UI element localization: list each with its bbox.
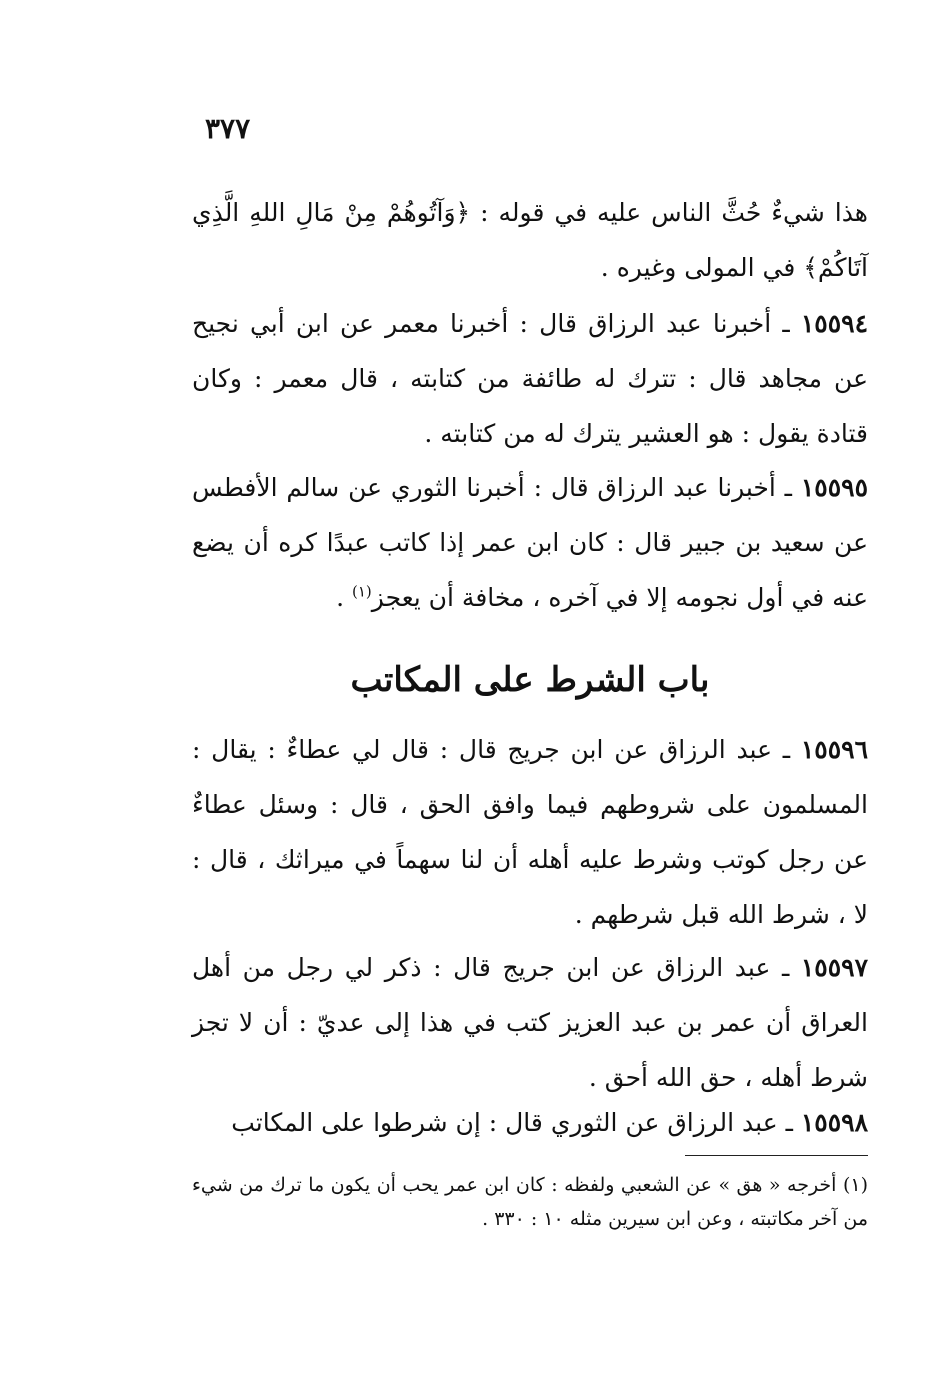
paragraph-text: ـ عبد الرزاق عن ابن جريج قال : ذكر لي رجل من أهل العراق أن عمر بن عبد العزيز كتب في هذا إلى عديّ : أن لا تجز شرط أهله ، حق الله أحق . bbox=[192, 953, 868, 1092]
hadith-number: ١٥٥٩٥ bbox=[800, 473, 868, 502]
paragraph-text: ـ عبد الرزاق عن ابن جريج قال : قال لي عطاءٌ : يقال : المسلمون على شروطهم فيما وافق الحق ، قال : وسئل عطاءٌ عن رجل كوتب وشرط عليه أهله أن لنا سهماً في ميراثك ، قال : لا ، شرط الله قبل شرطهم . bbox=[192, 735, 868, 929]
paragraph-15598 bbox=[192, 1095, 868, 1150]
paragraph-15597 bbox=[192, 940, 868, 1105]
paragraph-text: ـ أخبرنا عبد الرزاق قال : أخبرنا معمر عن ابن أبي نجيح عن مجاهد قال : تترك له طائفة من كتابته ، قال معمر : وكان قتادة يقول : هو العشير يترك له من كتابته . bbox=[192, 309, 868, 448]
paragraph-intro bbox=[192, 185, 868, 295]
paragraph-text: هذا شيءٌ حُثَّ الناس عليه في قوله : ﴿وَآتُوهُمْ مِنْ مَالِ اللهِ الَّذِي آتَاكُمْ﴾ في المولى وغيره . bbox=[192, 198, 868, 282]
page-number: ٣٧٧ bbox=[205, 112, 251, 145]
hadith-number: ١٥٥٩٨ bbox=[800, 1108, 868, 1137]
paragraph-tail: . bbox=[336, 583, 352, 612]
footnote-marker: (١) bbox=[352, 582, 372, 601]
hadith-number: ١٥٥٩٦ bbox=[800, 735, 868, 764]
hadith-number: ١٥٥٩٤ bbox=[800, 309, 868, 338]
paragraph-text: ـ عبد الرزاق عن الثوري قال : إن شرطوا على المكاتب bbox=[231, 1108, 801, 1137]
paragraph-text: ـ أخبرنا عبد الرزاق قال : أخبرنا الثوري عن سالم الأفطس عن سعيد بن جبير قال : كان ابن عمر إذا كاتب عبدًا كره أن يضع عنه في أول نجومه إلا في آخره ، مخافة أن يعجز bbox=[192, 473, 868, 612]
paragraph-15596 bbox=[192, 722, 868, 942]
paragraph-15595 bbox=[192, 460, 868, 625]
footnote: (١) أخرجه « هق » عن الشعبي ولفظه : كان ابن عمر يحب أن يكون ما ترك من شيء من آخر مكاتبته ، وعن ابن سيرين مثله ١٠ : ٣٣٠ . bbox=[192, 1174, 868, 1230]
footnote-divider bbox=[685, 1155, 868, 1156]
chapter-heading: باب الشرط على المكاتب bbox=[350, 660, 710, 700]
hadith-number: ١٥٥٩٧ bbox=[800, 953, 868, 982]
paragraph-15594 bbox=[192, 296, 868, 461]
